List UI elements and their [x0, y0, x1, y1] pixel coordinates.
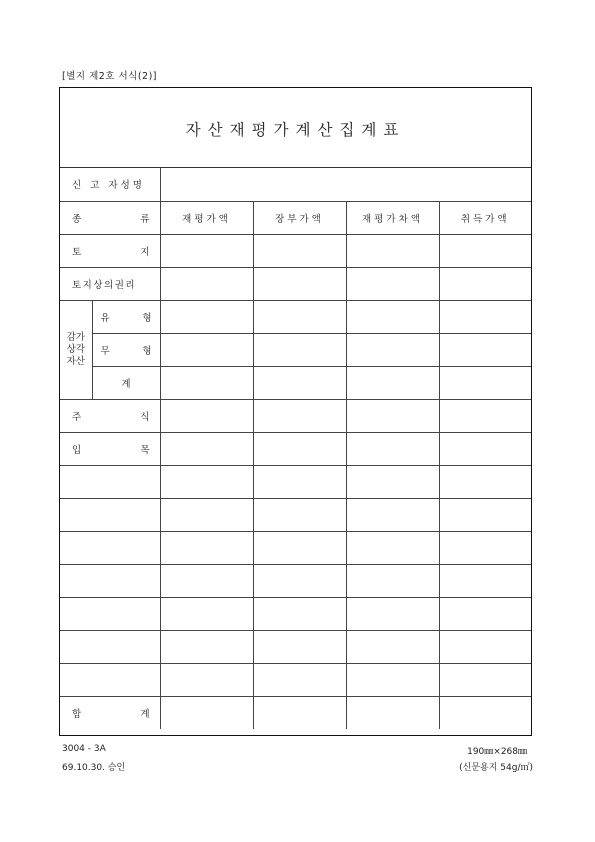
blank-cell[interactable]: [346, 597, 439, 630]
form-frame: [59, 87, 532, 736]
table-row: [60, 432, 531, 465]
blank-cell[interactable]: [160, 564, 253, 597]
table-row: [60, 234, 531, 267]
land-rights-label-cell: [60, 267, 160, 300]
timber-revalued-cell[interactable]: [160, 432, 253, 465]
depreciable-assets-group-cell: [60, 300, 92, 399]
total-book-cell[interactable]: [253, 696, 346, 729]
table-row: [60, 663, 531, 696]
intangible-difference-cell[interactable]: [346, 333, 439, 366]
blank-cell[interactable]: [160, 597, 253, 630]
tangible-difference-cell[interactable]: [346, 300, 439, 333]
blank-cell[interactable]: [253, 531, 346, 564]
blank-label-cell[interactable]: [60, 597, 160, 630]
paper-spec: (신문용지 54g/㎡): [459, 763, 533, 773]
kind-header-cell: [60, 201, 160, 234]
land-label-cell: [60, 234, 160, 267]
blank-cell[interactable]: [346, 531, 439, 564]
blank-cell[interactable]: [160, 630, 253, 663]
timber-acquisition-cell[interactable]: [439, 432, 531, 465]
blank-cell[interactable]: [160, 531, 253, 564]
land-rights-revalued-cell[interactable]: [160, 267, 253, 300]
group-label-line3: 자산: [66, 355, 85, 367]
declarant-label: 신 고 자성명: [72, 180, 145, 192]
blank-cell[interactable]: [253, 498, 346, 531]
table-row: [60, 597, 531, 630]
intangible-revalued-cell[interactable]: [160, 333, 253, 366]
land-rights-acquisition-cell[interactable]: [439, 267, 531, 300]
blank-label-cell[interactable]: [60, 498, 160, 531]
header-row: [60, 201, 531, 234]
blank-cell[interactable]: [160, 663, 253, 696]
timber-label-part1: 입: [72, 444, 82, 456]
timber-difference-cell[interactable]: [346, 432, 439, 465]
kind-header-part2: 류: [140, 213, 150, 225]
tangible-acquisition-cell[interactable]: [439, 300, 531, 333]
total-label-part2: 계: [140, 708, 150, 720]
table-row: [60, 564, 531, 597]
blank-label-cell[interactable]: [60, 630, 160, 663]
intangible-acquisition-cell[interactable]: [439, 333, 531, 366]
kind-header-part1: 종: [72, 213, 82, 225]
total-difference-cell[interactable]: [346, 696, 439, 729]
land-revalued-cell[interactable]: [160, 234, 253, 267]
blank-cell[interactable]: [439, 663, 531, 696]
blank-cell[interactable]: [160, 465, 253, 498]
blank-label-cell[interactable]: [60, 663, 160, 696]
blank-cell[interactable]: [253, 465, 346, 498]
paper-size: 190㎜×268㎜: [467, 747, 527, 757]
column-header-revalued: 재평가액: [160, 201, 253, 234]
land-acquisition-cell[interactable]: [439, 234, 531, 267]
blank-cell[interactable]: [346, 663, 439, 696]
stock-label-part1: 주: [72, 411, 82, 423]
summary-table: [60, 168, 531, 729]
total-row: [60, 696, 531, 729]
timber-label-cell: [60, 432, 160, 465]
land-book-cell[interactable]: [253, 234, 346, 267]
subtotal-difference-cell[interactable]: [346, 366, 439, 399]
form-number: 3004 - 3A: [62, 744, 106, 754]
table-row: [60, 465, 531, 498]
timber-book-cell[interactable]: [253, 432, 346, 465]
total-revalued-cell[interactable]: [160, 696, 253, 729]
land-label-part2: 지: [140, 246, 150, 258]
form-title: 자산재평가계산집계표: [185, 121, 406, 139]
tangible-label-part1: 유: [100, 312, 110, 324]
blank-cell[interactable]: [439, 531, 531, 564]
total-label-part1: 합: [72, 708, 82, 720]
blank-cell[interactable]: [439, 597, 531, 630]
blank-label-cell[interactable]: [60, 465, 160, 498]
stock-book-cell[interactable]: [253, 399, 346, 432]
tangible-label-part2: 형: [142, 312, 152, 324]
land-rights-book-cell[interactable]: [253, 267, 346, 300]
table-row: [60, 267, 531, 300]
intangible-label-cell: [92, 333, 160, 366]
stock-acquisition-cell[interactable]: [439, 399, 531, 432]
blank-cell[interactable]: [253, 564, 346, 597]
table-row: [60, 531, 531, 564]
subtotal-revalued-cell[interactable]: [160, 366, 253, 399]
intangible-label-part2: 형: [142, 345, 152, 357]
title-area: [60, 88, 531, 168]
form-reference: [별지 제2호 서식(2)]: [62, 71, 158, 82]
blank-cell[interactable]: [439, 465, 531, 498]
blank-cell[interactable]: [253, 663, 346, 696]
group-label-line2: 상각: [66, 343, 85, 355]
intangible-label-part1: 무: [100, 345, 110, 357]
subtotal-book-cell[interactable]: [253, 366, 346, 399]
subtotal-label-cell: [92, 366, 160, 399]
table-row: [60, 300, 531, 333]
total-label-cell: [60, 696, 160, 729]
stock-difference-cell[interactable]: [346, 399, 439, 432]
tangible-label-cell: [92, 300, 160, 333]
land-difference-cell[interactable]: [346, 234, 439, 267]
tangible-book-cell[interactable]: [253, 300, 346, 333]
subtotal-acquisition-cell[interactable]: [439, 366, 531, 399]
table-row: [60, 630, 531, 663]
stock-revalued-cell[interactable]: [160, 399, 253, 432]
blank-label-cell[interactable]: [60, 564, 160, 597]
declarant-label-cell: [60, 168, 160, 201]
timber-label-part2: 목: [140, 444, 150, 456]
blank-cell[interactable]: [346, 498, 439, 531]
blank-cell[interactable]: [160, 498, 253, 531]
column-header-revaluation-difference: 재평가차액: [346, 201, 439, 234]
blank-cell[interactable]: [439, 564, 531, 597]
approval-date: 69.10.30. 승인: [62, 763, 126, 773]
tangible-revalued-cell[interactable]: [160, 300, 253, 333]
land-rights-difference-cell[interactable]: [346, 267, 439, 300]
declarant-name-field[interactable]: [160, 168, 531, 201]
land-label-part1: 토: [72, 246, 82, 258]
blank-cell[interactable]: [346, 564, 439, 597]
blank-cell[interactable]: [346, 465, 439, 498]
intangible-book-cell[interactable]: [253, 333, 346, 366]
blank-cell[interactable]: [439, 498, 531, 531]
subtotal-label: 계: [121, 378, 131, 390]
table-row: [60, 399, 531, 432]
stock-label-part2: 식: [140, 411, 150, 423]
total-acquisition-cell[interactable]: [439, 696, 531, 729]
stock-label-cell: [60, 399, 160, 432]
column-header-acquisition-cost: 취득가액: [439, 201, 531, 234]
table-row: [60, 366, 531, 399]
column-header-book-value: 장부가액: [253, 201, 346, 234]
blank-cell[interactable]: [253, 597, 346, 630]
table-row: [60, 498, 531, 531]
blank-label-cell[interactable]: [60, 531, 160, 564]
declarant-row: [60, 168, 531, 201]
blank-cell[interactable]: [439, 630, 531, 663]
blank-cell[interactable]: [346, 630, 439, 663]
blank-cell[interactable]: [253, 630, 346, 663]
table-row: [60, 333, 531, 366]
land-rights-label: 토지상의권리: [72, 279, 137, 291]
group-label-line1: 감가: [66, 331, 85, 343]
